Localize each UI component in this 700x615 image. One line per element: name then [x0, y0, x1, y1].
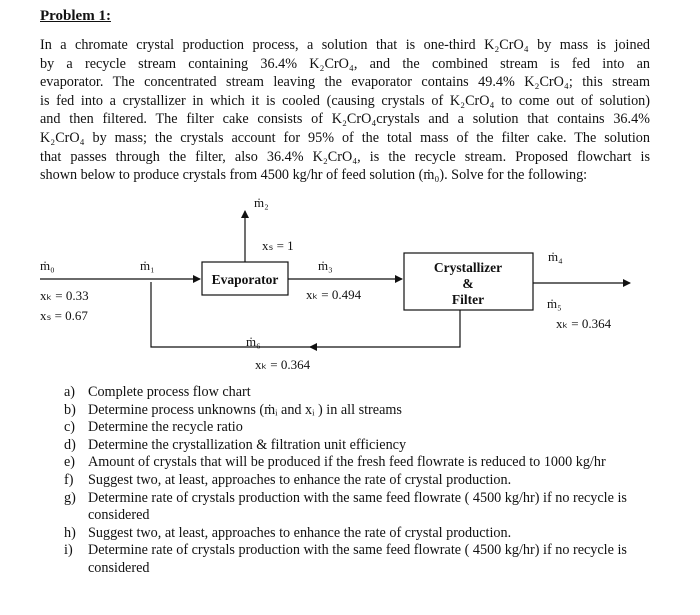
- crystallizer-label: Crystallizer: [433, 260, 503, 275]
- m0-label: ṁ₀: [40, 258, 55, 273]
- crystallizer-amp-label: &: [462, 276, 474, 291]
- m1-label: ṁ₁: [140, 258, 155, 273]
- problem-statement: [40, 36, 650, 185]
- task-item: b) Determine process unknowns (ṁᵢ and xᵢ ) in all streams: [64, 401, 402, 418]
- task-item: e) Amount of crystals that will be produced if the fresh feed flowrate is reduced to 1000 kg/hr: [64, 454, 606, 471]
- task-item: g) Determine rate of crystals production with the same feed flowrate ( 4500 kg/hr) if no recycle is considered: [64, 489, 627, 524]
- task-list: [64, 384, 664, 578]
- m2-label: ṁ₂: [254, 195, 269, 210]
- filter-label: Filter: [451, 292, 485, 307]
- recycle-stream-line-a: [310, 310, 460, 347]
- statement-line: In a chromate crystal production process, a solution that is one-third K₂CrO₄ by mass is joined: [40, 37, 650, 53]
- task-item: a) Complete process flow chart: [64, 384, 251, 400]
- m3-label: ṁ₃: [318, 258, 333, 273]
- task-item: f) Suggest two, at least, approaches to enhance the rate of crystal production.: [64, 471, 512, 488]
- task-item: i) Determine rate of crystals production with the same feed flowrate ( 4500 kg/hr) if no recycle is considered: [64, 542, 627, 576]
- evaporator-label: Evaporator: [211, 272, 279, 287]
- statement-line: shown below to produce crystals from 4500 kg/hr of feed solution (ṁ₀). Solve for the following:: [40, 167, 588, 184]
- task-item: d) Determine the crystallization & filtration unit efficiency: [64, 436, 407, 453]
- m6-label: ṁ₆: [246, 334, 261, 349]
- xk-m5-label: xₖ = 0.364: [556, 316, 612, 331]
- statement-line: that passes through the filter, also 36.4% K₂CrO₄, is the recycle stream. Proposed flowchart is: [40, 148, 650, 165]
- xk-recycle-label: xₖ = 0.364: [255, 357, 311, 372]
- m4-label: ṁ₄: [548, 249, 563, 264]
- xk-feed-label: xₖ = 0.33: [40, 288, 89, 303]
- xs-top-label: xₛ = 1: [262, 238, 294, 253]
- statement-line: by a recycle stream containing 36.4% K₂CrO₄, and the combined stream is fed into an: [40, 55, 650, 72]
- statement-line: K₂CrO₄ by mass; the crystals account for 95% of the total mass of the filter cake. The solution: [40, 129, 650, 146]
- statement-line: is fed into a crystallizer in which it is cooled (causing crystals of K₂CrO₄ to come out of solution): [40, 92, 650, 109]
- m5-label: ṁ₅: [547, 296, 562, 311]
- problem-title: Problem 1:: [40, 8, 111, 24]
- task-item: c) Determine the recycle ratio: [64, 419, 243, 436]
- statement-line: evaporator. The concentrated stream leaving the evaporator contains 49.4% K₂CrO₄; this stream: [40, 74, 650, 91]
- task-item: h) Suggest two, at least, approaches to enhance the rate of crystal production.: [64, 524, 512, 541]
- statement-line: and then filtered. The filter cake consists of K₂CrO₄crystals and a solution that contains 36.4%: [40, 111, 650, 128]
- xk-m3-label: xₖ = 0.494: [306, 287, 362, 302]
- process-flowchart: [0, 195, 700, 385]
- xs-feed-label: xₛ = 0.67: [40, 308, 88, 323]
